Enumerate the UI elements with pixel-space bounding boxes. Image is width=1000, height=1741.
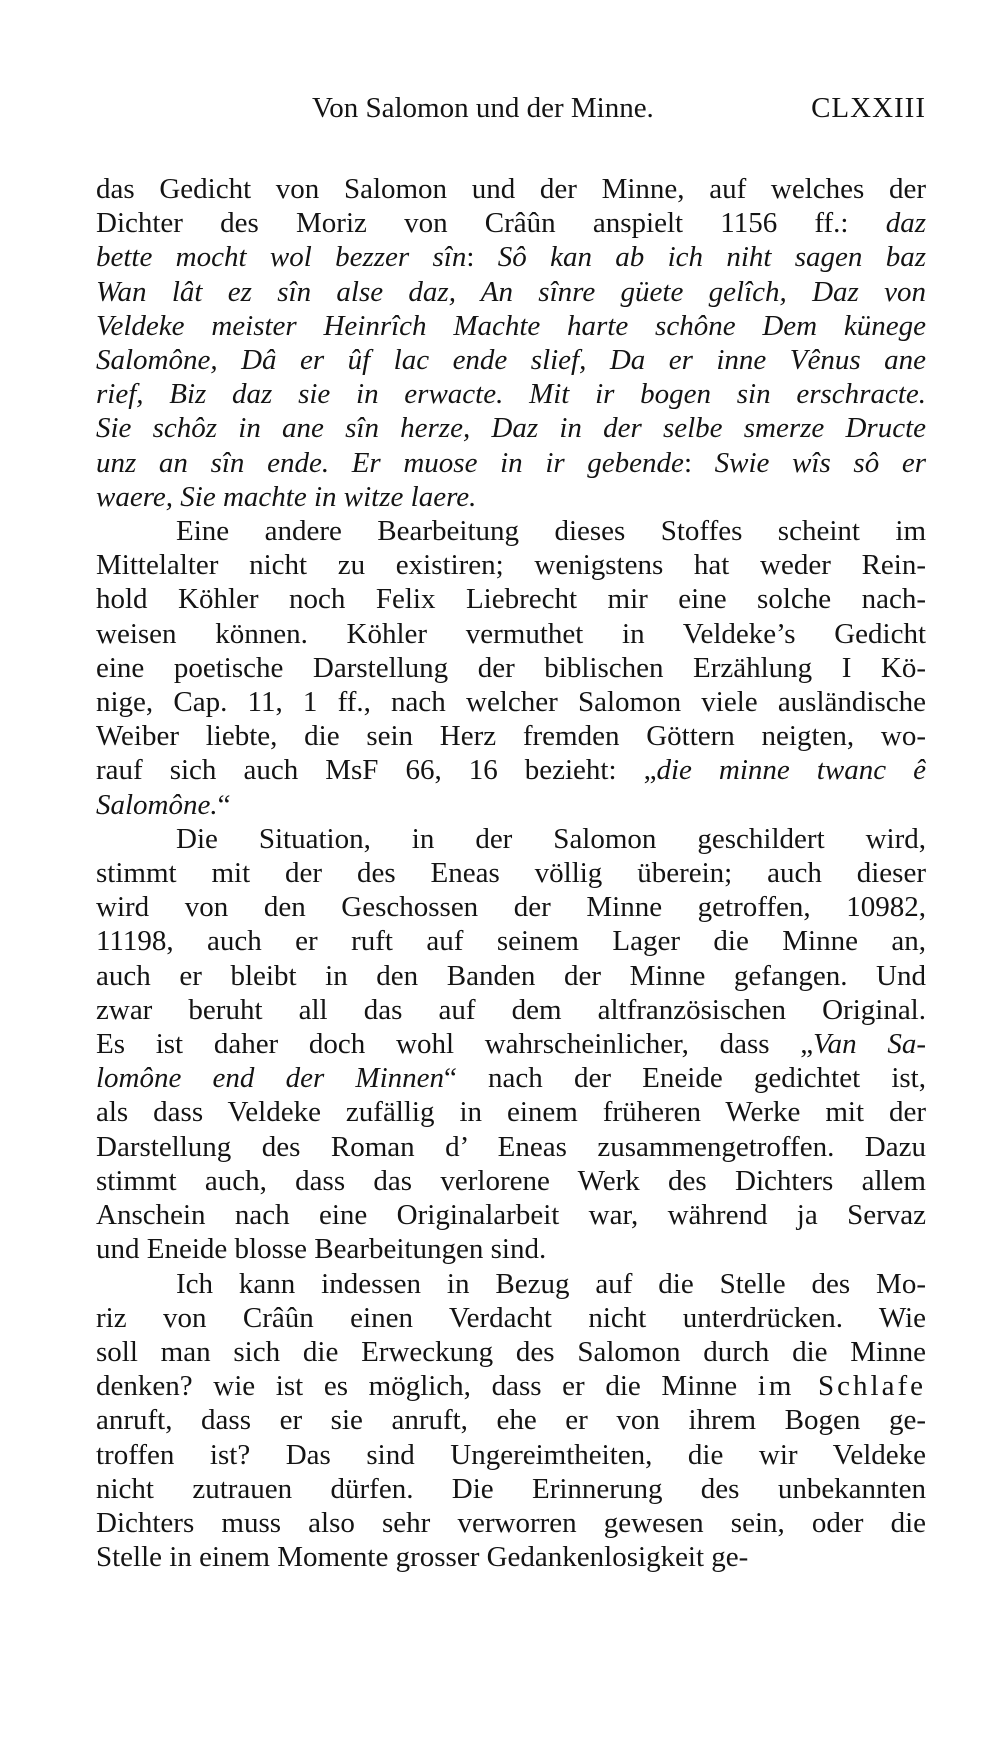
text-run: als dass Veldeke zufällig in einem früheren Werke mit der — [96, 1096, 926, 1129]
text-run: Stelle in einem Momente grosser Gedankenlosigkeit ge- — [96, 1541, 749, 1574]
text-line — [96, 377, 926, 411]
text-run: soll man sich die Erweckung des Salomon durch die Minne — [96, 1335, 926, 1368]
text-run: zwar beruht all das auf dem altfranzösischen Original. — [96, 993, 926, 1026]
text-run: : — [466, 241, 498, 274]
text-run: 11198, auch er ruft auf seinem Lager die Minne an, — [96, 925, 926, 958]
text-line — [96, 959, 926, 993]
text-run: “ nach der Eneide gedichtet ist, — [444, 1062, 926, 1095]
text-run: nicht zutrauen dürfen. Die Erinnerung des unbekannten — [96, 1472, 926, 1505]
text-run: im Schlafe — [757, 1370, 926, 1403]
text-run: Die Situation, in der Salomon geschildert wird, — [176, 822, 926, 855]
text-line — [96, 651, 926, 685]
text-line — [96, 1164, 926, 1198]
text-line — [96, 1438, 926, 1472]
text-line — [96, 1369, 926, 1403]
text-line — [96, 1403, 926, 1437]
text-run: auch er bleibt in den Banden der Minne gefangen. Und — [96, 959, 926, 992]
text-line — [96, 275, 926, 309]
text-run: stimmt mit der des Eneas völlig überein; auch dieser — [96, 857, 926, 890]
text-run: rauf sich auch MsF 66, 16 bezieht: „ — [96, 754, 657, 787]
text-run: wird von den Geschossen der Minne getroffen, 10982, — [96, 891, 926, 924]
text-run: Darstellung des Roman d’ Eneas zusammengetroffen. Dazu — [96, 1130, 926, 1163]
text-line — [96, 1267, 926, 1301]
text-run: daz — [885, 207, 926, 240]
text-run: stimmt auch, dass das verlorene Werk des Dichters allem — [96, 1164, 926, 1197]
text-run: Dichter des Moriz von Crâûn anspielt 1156 ff.: — [96, 207, 886, 240]
text-run: eine poetische Darstellung der biblischen Erzählung I Kö- — [96, 651, 926, 684]
text-line — [96, 1540, 926, 1574]
text-run: rief, Biz daz sie in erwacte. Mit ir bogen sin erschracte. — [96, 378, 926, 411]
text-run: Van Sa- — [813, 1028, 926, 1061]
text-line — [96, 856, 926, 890]
text-line — [96, 924, 926, 958]
text-line — [96, 753, 926, 787]
text-run: Salomône. — [96, 788, 218, 821]
text-run: Swie wîs sô er — [714, 446, 927, 479]
text-line — [96, 582, 926, 616]
text-run: waere, Sie machte in witze laere. — [96, 480, 477, 513]
text-line — [96, 685, 926, 719]
text-run: : — [683, 446, 715, 479]
text-run: Sie schôz in ane sîn herze, Daz in der selbe smerze Dructe — [96, 412, 926, 445]
text-line — [96, 343, 926, 377]
text-line — [96, 617, 926, 651]
text-run: hold Köhler noch Felix Liebrecht mir eine solche nach- — [96, 583, 926, 616]
text-run: Wan lât ez sîn alse daz, An sînre güete gelîch, Daz von — [96, 275, 926, 308]
text-run: riz von Crâûn einen Verdacht nicht unterdrücken. Wie — [96, 1301, 926, 1334]
text-line — [96, 1130, 926, 1164]
text-run: Sô kan ab ich niht sagen baz — [497, 241, 927, 274]
text-run: Salomône, Dâ er ûf lac ende slief, Da er inne Vênus ane — [96, 344, 926, 377]
text-line — [96, 1335, 926, 1369]
text-run: lomône end der Minnen — [96, 1062, 445, 1095]
text-line — [96, 446, 926, 480]
text-run: Mittelalter nicht zu existiren; wenigstens hat weder Rein- — [96, 549, 926, 582]
text-run: Veldeke meister Heinrîch Machte harte schône Dem künege — [96, 309, 926, 342]
text-run: anruft, dass er sie anruft, ehe er von ihrem Bogen ge- — [96, 1404, 926, 1437]
text-line — [96, 788, 926, 822]
text-run: Ich kann indessen in Bezug auf die Stelle des Mo- — [176, 1267, 926, 1300]
text-run: das Gedicht von Salomon und der Minne, auf welches der — [96, 173, 926, 205]
text-line — [96, 172, 926, 206]
text-line — [96, 1198, 926, 1232]
text-run: weisen können. Köhler vermuthet in Veldeke’s Gedicht — [96, 617, 926, 650]
text-run: Es ist daher doch wohl wahrscheinlicher, dass „ — [96, 1028, 814, 1061]
text-line — [96, 1301, 926, 1335]
text-line — [96, 1472, 926, 1506]
text-run: und Eneide blosse Bearbeitungen sind. — [96, 1233, 547, 1266]
text-run: die minne twanc ê — [656, 754, 926, 787]
text-line — [96, 1027, 926, 1061]
running-title: Von Salomon und der Minne. — [312, 92, 654, 124]
text-run: Eine andere Bearbeitung dieses Stoffes scheint im — [176, 515, 926, 548]
running-header — [96, 92, 926, 132]
text-line — [96, 1095, 926, 1129]
text-run: nige, Cap. 11, 1 ff., nach welcher Salomon viele ausländische — [96, 686, 926, 719]
text-run: Anschein nach eine Originalarbeit war, während ja Servaz — [96, 1199, 926, 1232]
text-run: Weiber liebte, die sein Herz fremden Göttern neigten, wo- — [96, 720, 926, 753]
text-run: bette mocht wol bezzer sîn — [96, 241, 467, 274]
text-line — [96, 1506, 926, 1540]
body-text — [96, 172, 926, 1574]
text-run: Dichters muss also sehr verworren gewesen sein, oder die — [96, 1506, 926, 1539]
page-number: CLXXIII — [811, 92, 926, 124]
text-run: unz an sîn ende. Er muose in ir gebende — [96, 446, 684, 479]
text-line — [96, 411, 926, 445]
text-run: denken? wie ist es möglich, dass er die Minne — [96, 1370, 758, 1403]
text-line — [96, 240, 926, 274]
text-line — [96, 206, 926, 240]
text-line — [96, 1061, 926, 1095]
text-line — [96, 822, 926, 856]
text-line — [96, 548, 926, 582]
text-line — [96, 309, 926, 343]
text-run: troffen ist? Das sind Ungereimtheiten, die wir Veldeke — [96, 1438, 926, 1471]
text-line — [96, 993, 926, 1027]
text-line — [96, 1232, 926, 1266]
text-line — [96, 480, 926, 514]
text-line — [96, 719, 926, 753]
text-line — [96, 890, 926, 924]
text-line — [96, 514, 926, 548]
text-run: “ — [217, 788, 231, 821]
